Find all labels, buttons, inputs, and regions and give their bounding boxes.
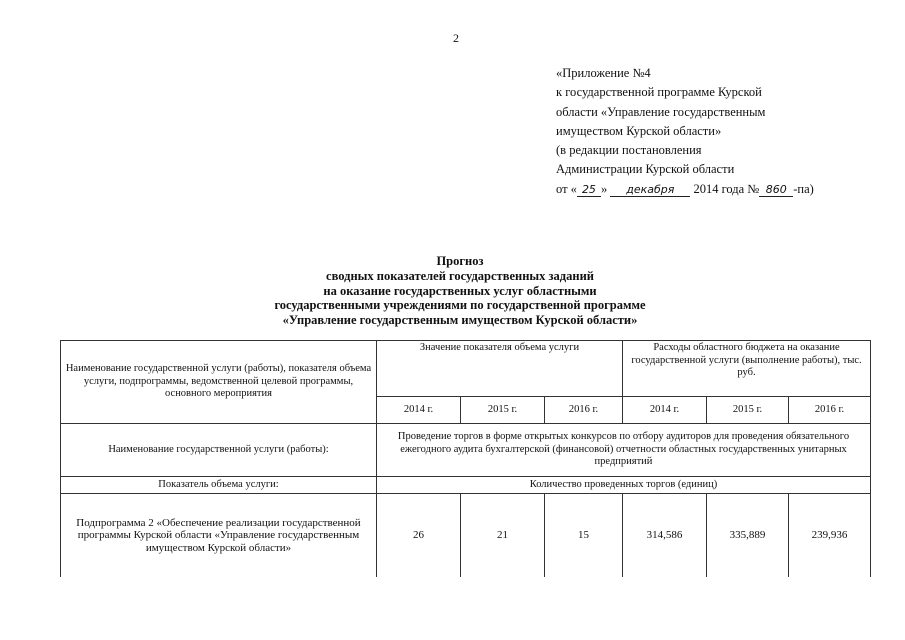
- document-title: [150, 254, 770, 328]
- value-cell: 314,586: [623, 494, 707, 577]
- subprogram-label: Подпрограмма 2 «Обеспечение реализации государственной программы Курской области «Управление государственным имуществом Курской области»: [61, 494, 377, 577]
- appendix-date-line: [556, 180, 814, 199]
- year-header: 2015 г.: [707, 397, 789, 424]
- appendix-line: Администрации Курской области: [556, 162, 735, 177]
- title-line: «Управление государственным имуществом Курской области»: [282, 313, 638, 328]
- value-cell: 239,936: [789, 494, 871, 577]
- appendix-note: [556, 64, 814, 199]
- title-line: на оказание государственных услуг областными: [323, 283, 597, 298]
- date-suffix: -па): [793, 181, 814, 196]
- handwritten-number: 860: [759, 183, 793, 197]
- value-cell: 335,889: [707, 494, 789, 577]
- year-header: 2016 г.: [545, 397, 623, 424]
- year-header: 2014 г.: [377, 397, 461, 424]
- year-header: 2016 г.: [789, 397, 871, 424]
- handwritten-month: декабря: [610, 183, 690, 197]
- header-expenses: Расходы областного бюджета на оказание государственной услуги (выполнение работы), тыс. руб.: [623, 341, 871, 397]
- title-line: Прогноз: [436, 254, 484, 268]
- title-line: государственными учреждениями по государственной программе: [274, 298, 646, 313]
- appendix-line: области «Управление государственным: [556, 104, 766, 119]
- value-cell: 15: [545, 494, 623, 577]
- date-prefix: от «: [556, 181, 577, 196]
- handwritten-day: 25: [577, 183, 601, 197]
- appendix-line: имуществом Курской области»: [556, 123, 722, 138]
- header-volume: Значение показателя объема услуги: [377, 341, 623, 397]
- year-header: 2015 г.: [461, 397, 545, 424]
- title-line: сводных показателей государственных заданий: [326, 268, 594, 283]
- appendix-line: (в редакции постановления: [556, 143, 702, 158]
- value-cell: 26: [377, 494, 461, 577]
- header-service-name: Наименование государственной услуги (работы), показателя объема услуги, подпрограммы, ведомственной целевой программы, основного мероприятия: [61, 341, 377, 424]
- value-cell: 21: [461, 494, 545, 577]
- indicator-value: Количество проведенных торгов (единиц): [377, 477, 871, 494]
- page-number: 2: [453, 31, 459, 45]
- date-year: 2014 года №: [693, 181, 760, 196]
- service-value: Проведение торгов в форме открытых конкурсов по отбору аудиторов для проведения обязательного ежегодного аудита бухгалтерской (финансовой) отчетности областных государственных унитарных предприятий: [377, 424, 871, 477]
- service-label: Наименование государственной услуги (работы):: [61, 424, 377, 477]
- date-mid: »: [600, 181, 608, 196]
- appendix-line: к государственной программе Курской: [556, 85, 762, 100]
- year-header: 2014 г.: [623, 397, 707, 424]
- indicator-label: Показатель объема услуги:: [61, 477, 377, 494]
- appendix-line: «Приложение №4: [556, 66, 651, 80]
- forecast-table: [60, 340, 871, 577]
